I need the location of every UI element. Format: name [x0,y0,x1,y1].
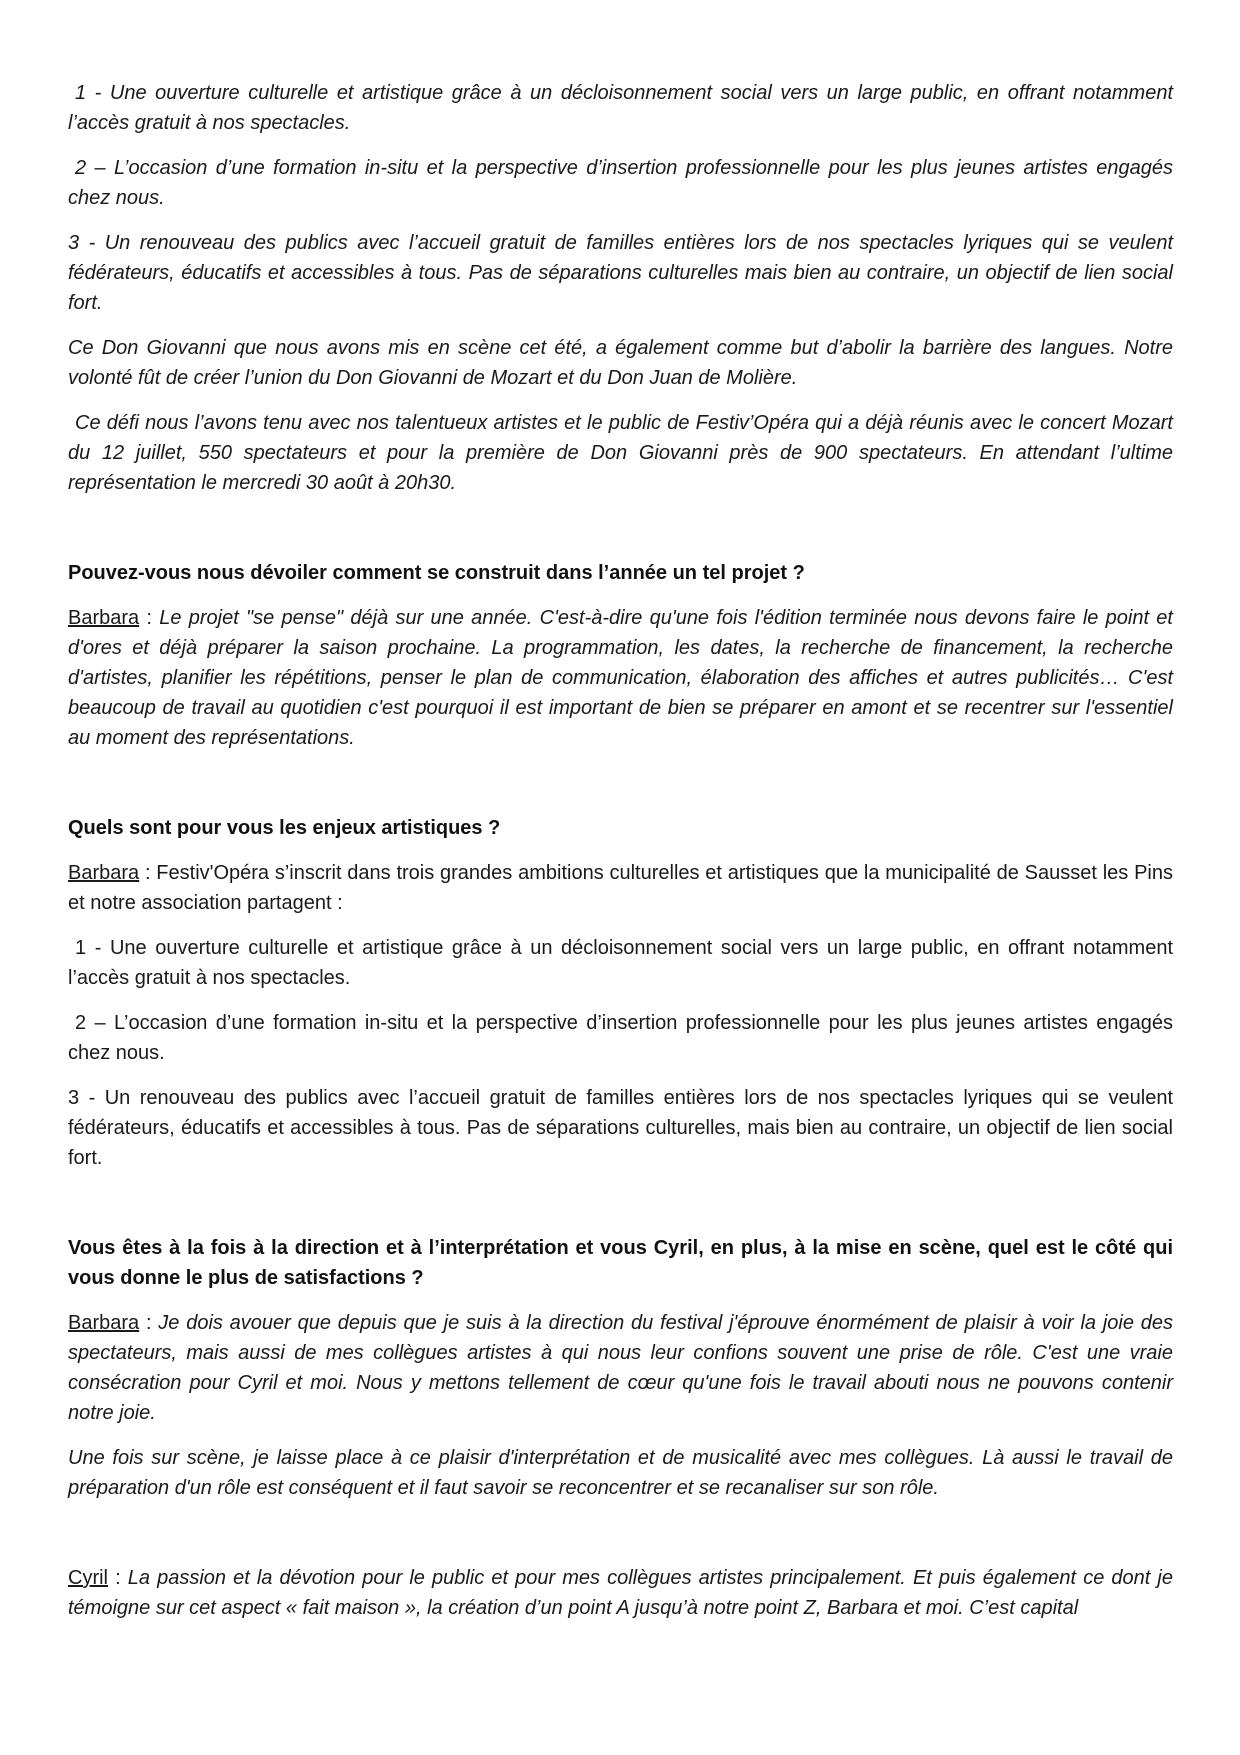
intro-ambition-1: 1 - Une ouverture culturelle et artistique grâce à un décloisonnement social vers un large public, en offrant notamment l’accès gratuit à nos spectacles. [68,82,1173,134]
speaker-name: Barbara [68,1312,140,1334]
answer-barbara-satisfactions-suite: Une fois sur scène, je laisse place à ce plaisir d'interprétation et de musicalité avec mes collègues. Là aussi le travail de préparation d'un rôle est conséquent et il faut savoir se reconcentrer et se recanaliser sur son rôle. [68,1447,1173,1499]
paragraph-text: Le projet "se pense" déjà sur une année. C'est-à-dire qu'une fois l'édition terminée nous devons faire le point et d'ores et déjà préparer la saison prochaine. La programmation, les dates, la recherche de financement, la recherche d'artistes, planifier les répétitions, penser le plan de communication, élaboration des affiches et autres publicités… C'est beaucoup de travail au quotidien c'est pourquoi il est important de bien se préparer en amont et se recentrer sur l'essentiel au moment des représentations. [68,607,1173,749]
empty-line [68,1188,1173,1218]
answer-cyril-satisfactions [68,1563,1173,1623]
ambition-3: 3 - Un renouveau des publics avec l’accueil gratuit de familles entières lors de nos spectacles lyriques qui se veulent fédérateurs, éducatifs et accessibles à tous. Pas de séparations culturelles, mais bien au contraire, un objectif de lien social fort. [68,1087,1173,1169]
document-content [68,78,1173,1623]
speaker-separator: : [108,1567,128,1589]
answer-barbara-satisfactions [68,1308,1173,1428]
answer-barbara-enjeux [68,858,1173,918]
speaker-separator: : [139,1312,159,1334]
empty-line [68,513,1173,543]
empty-line [68,768,1173,798]
answer-barbara-projet [68,603,1173,753]
speaker-name: Barbara [68,862,140,884]
question-satisfactions: Vous êtes à la fois à la direction et à l’interprétation et vous Cyril, en plus, à la mise en scène, quel est le côté qui vous donne le plus de satisfactions ? [68,1237,1173,1289]
paragraph-text: La passion et la dévotion pour le public et pour mes collègues artistes principalement. Et puis également ce dont je témoigne sur cet aspect « fait maison », la création d’un point A jusqu’à notre point Z, Barbara et moi. C’est capital [68,1567,1173,1619]
intro-ambition-3: 3 - Un renouveau des publics avec l’accueil gratuit de familles entières lors de nos spectacles lyriques qui se veulent fédérateurs, éducatifs et accessibles à tous. Pas de séparations culturelles mais bien au contraire, un objectif de lien social fort. [68,232,1173,314]
speaker-separator: : [139,862,157,884]
defi-paragraph: Ce défi nous l’avons tenu avec nos talentueux artistes et le public de Festiv’Opéra qui a déjà réunis avec le concert Mozart du 12 juillet, 550 spectateurs et pour la première de Don Giovanni près de 900 spectateurs. En attendant l’ultime représentation le mercredi 30 août à 20h30. [68,412,1173,494]
speaker-name: Barbara [68,607,140,629]
speaker-separator: : [139,607,160,629]
empty-line [68,1518,1173,1548]
paragraph-text: Je dois avouer que depuis que je suis à la direction du festival j'éprouve énormément de plaisir à voir la joie des spectateurs, mais aussi de mes collègues artistes à qui nous leur confions souvent une prise de rôle. C'est une vraie consécration pour Cyril et moi. Nous y mettons tellement de cœur qu'une fois le travail abouti nous ne pouvons contenir notre joie. [68,1312,1174,1424]
paragraph-text: Festiv'Opéra s’inscrit dans trois grandes ambitions culturelles et artistiques que la municipalité de Sausset les Pins et notre association partagent : [68,862,1173,914]
ambition-2: 2 – L’occasion d’une formation in-situ et la perspective d’insertion professionnelle pour les plus jeunes artistes engagés chez nous. [68,1012,1173,1064]
don-giovanni-paragraph: Ce Don Giovanni que nous avons mis en scène cet été, a également comme but d’abolir la barrière des langues. Notre volonté fût de créer l’union du Don Giovanni de Mozart et du Don Juan de Molière. [68,337,1173,389]
speaker-name: Cyril [68,1567,108,1589]
question-construction-projet: Pouvez-vous nous dévoiler comment se construit dans l’année un tel projet ? [68,562,805,584]
ambition-1: 1 - Une ouverture culturelle et artistique grâce à un décloisonnement social vers un large public, en offrant notamment l’accès gratuit à nos spectacles. [68,937,1173,989]
question-enjeux-artistiques: Quels sont pour vous les enjeux artistiques ? [68,817,501,839]
intro-ambition-2: 2 – L’occasion d’une formation in-situ et la perspective d’insertion professionnelle pour les plus jeunes artistes engagés chez nous. [68,157,1173,209]
